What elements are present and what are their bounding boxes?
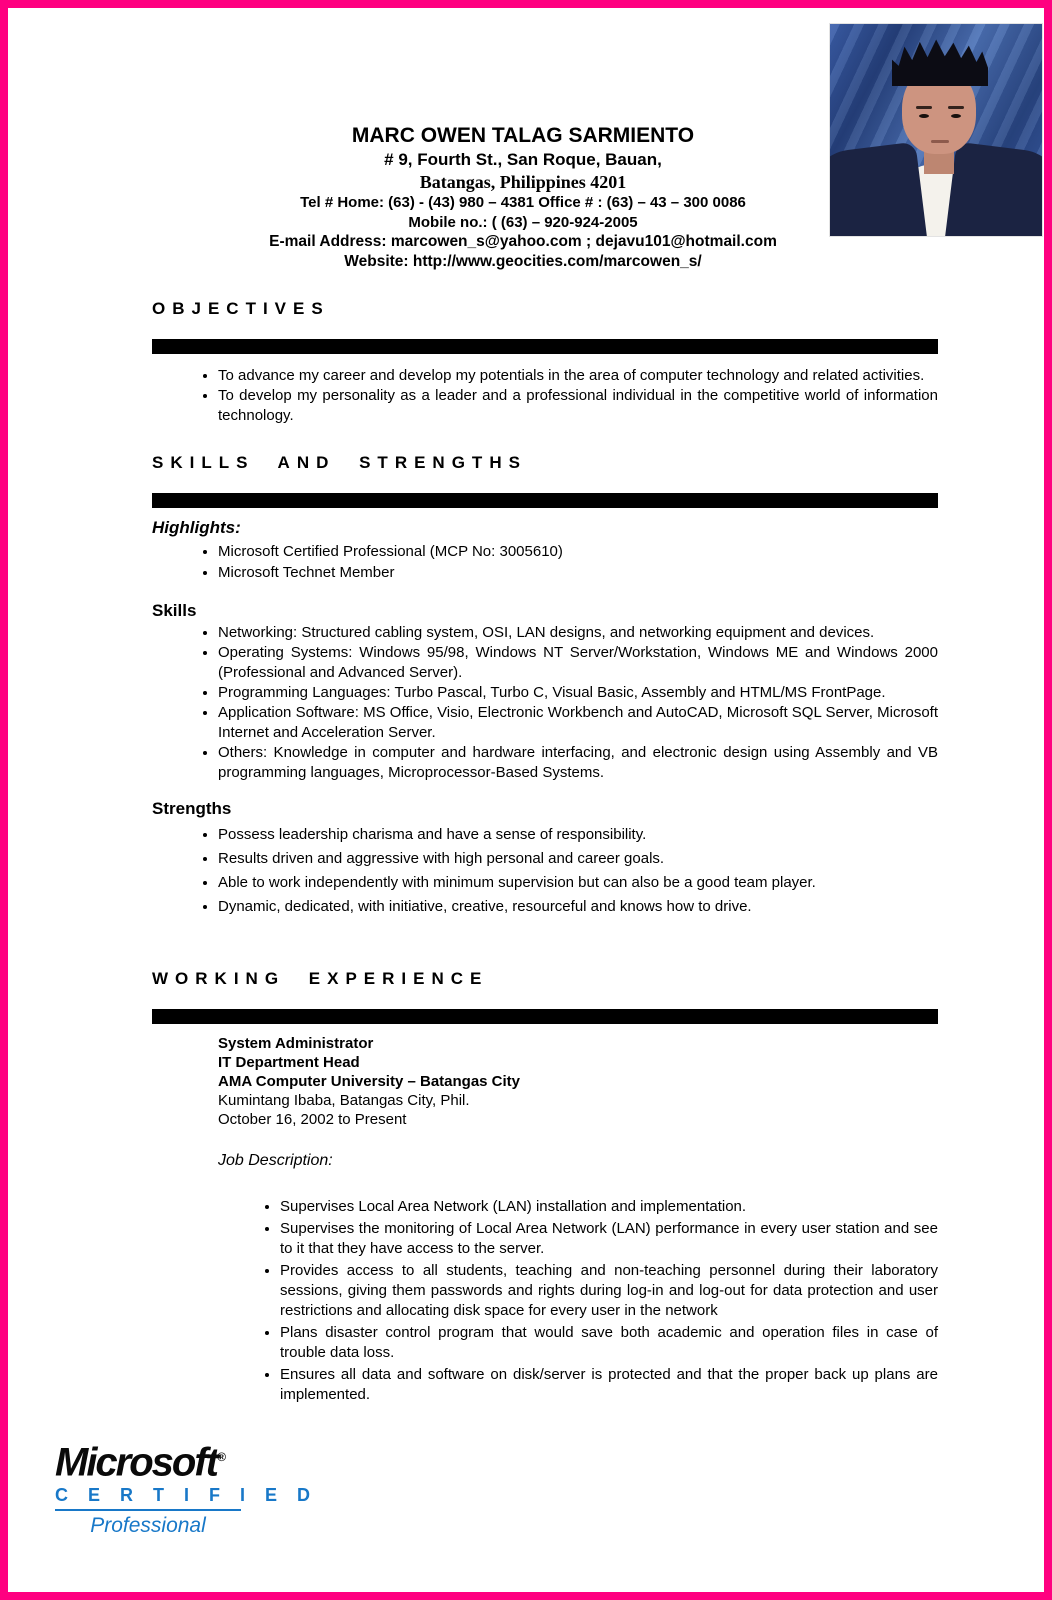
photo-eye-left (919, 114, 929, 118)
photo-eyebrow-left (916, 106, 932, 109)
skill-item: • Others: Knowledge in computer and hardware interfacing, and electronic design using Assembly and VB programming languages, Microprocessor-Based Systems. (218, 743, 938, 783)
highlight-item: • Microsoft Certified Professional (MCP No: 3005610) (218, 541, 938, 562)
objective-item: • To advance my career and develop my potentials in the area of computer technology and related activities. (218, 366, 938, 386)
skills-label: Skills (152, 601, 197, 620)
section-title-working-experience: WORKING EXPERIENCE (152, 969, 489, 988)
duty-item: • Provides access to all students, teaching and non-teaching personnel during their laboratory sessions, giving them passwords and rights during log-in and log-out for data protection and user restrictions and allocating disk space for every user in the network (280, 1261, 938, 1321)
microsoft-brand-text: Microsoft (55, 1440, 217, 1485)
job-description-label: Job Description: (218, 1152, 333, 1169)
section-title-skills-strengths: SKILLS AND STRENGTHS (152, 453, 527, 472)
photo-jacket-left (829, 142, 928, 237)
microsoft-certified-logo (55, 1437, 318, 1538)
job-location: Kumintang Ibaba, Batangas City, Phil. (218, 1092, 470, 1109)
telephone-line: Tel # Home: (63) - (43) 980 – 4381 Office # : (63) – 43 – 300 0086 (300, 194, 746, 211)
highlight-item: • Microsoft Technet Member (218, 562, 938, 583)
photo-eyebrow-right (948, 106, 964, 109)
objectives-list (152, 366, 938, 426)
mobile-line: Mobile no.: ( (63) – 920-924-2005 (408, 213, 638, 231)
registered-trademark-icon: ® (217, 1450, 226, 1464)
skill-item: • Operating Systems: Windows 95/98, Windows NT Server/Workstation, Windows ME and Windows 2000 (Professional and Advanced Server). (218, 643, 938, 683)
strength-item: • Able to work independently with minimum supervision but can also be a good team player. (218, 873, 938, 893)
job-header-block (218, 1034, 938, 1129)
section-divider-bar (152, 339, 938, 354)
photo-mouth (931, 140, 949, 143)
highlights-list (152, 541, 938, 583)
address-line-2: Batangas, Philippines 4201 (419, 172, 627, 192)
strengths-list (152, 825, 938, 917)
objective-item: • To develop my personality as a leader and a professional individual in the competitive world of information technology. (218, 386, 938, 426)
duty-item: • Supervises Local Area Network (LAN) installation and implementation. (280, 1197, 938, 1217)
job-position-2: IT Department Head (218, 1054, 360, 1071)
resume-body (8, 299, 1044, 1405)
section-divider-bar (152, 493, 938, 508)
job-duties-list (152, 1197, 938, 1405)
skills-list (152, 623, 938, 783)
photo-jacket-right (944, 142, 1043, 237)
skill-item: • Application Software: MS Office, Visio, Electronic Workbench and AutoCAD, Microsoft SQL Server, Microsoft Internet and Acceleration Server. (218, 703, 938, 743)
job-employer: AMA Computer University – Batangas City (218, 1073, 521, 1090)
skill-item: • Programming Languages: Turbo Pascal, Turbo C, Visual Basic, Assembly and HTML/MS FrontPage. (218, 683, 938, 703)
strengths-label: Strengths (152, 799, 232, 818)
professional-text: Professional (90, 1514, 206, 1538)
strength-item: • Results driven and aggressive with high personal and career goals. (218, 849, 938, 869)
address-line-1: # 9, Fourth St., San Roque, Bauan, (384, 150, 662, 169)
section-divider-bar (152, 1009, 938, 1024)
highlights-label: Highlights: (152, 518, 241, 537)
microsoft-wordmark (55, 1437, 241, 1485)
certified-text: C E R T I F I E D (55, 1485, 241, 1511)
applicant-name: MARC OWEN TALAG SARMIENTO (351, 124, 695, 147)
duty-item: • Ensures all data and software on disk/server is protected and that the proper back up plans are implemented. (280, 1365, 938, 1405)
strength-item: • Possess leadership charisma and have a sense of responsibility. (218, 825, 938, 845)
section-title-objectives: OBJECTIVES (152, 299, 330, 318)
photo-eye-right (951, 114, 961, 118)
applicant-photo (829, 23, 1043, 237)
duty-item: • Plans disaster control program that would save both academic and operation files in case of trouble data loss. (280, 1323, 938, 1363)
skill-item: • Networking: Structured cabling system, OSI, LAN designs, and networking equipment and devices. (218, 623, 938, 643)
job-period: October 16, 2002 to Present (218, 1111, 407, 1128)
email-line: E-mail Address: marcowen_s@yahoo.com ; dejavu101@hotmail.com (269, 233, 777, 250)
duty-item: • Supervises the monitoring of Local Area Network (LAN) performance in every user station and see to it that they have access to the server. (280, 1219, 938, 1259)
website-line: Website: http://www.geocities.com/marcowen_s/ (344, 252, 702, 270)
strength-item: • Dynamic, dedicated, with initiative, creative, resourceful and knows how to drive. (218, 897, 938, 917)
job-position-1: System Administrator (218, 1035, 374, 1052)
